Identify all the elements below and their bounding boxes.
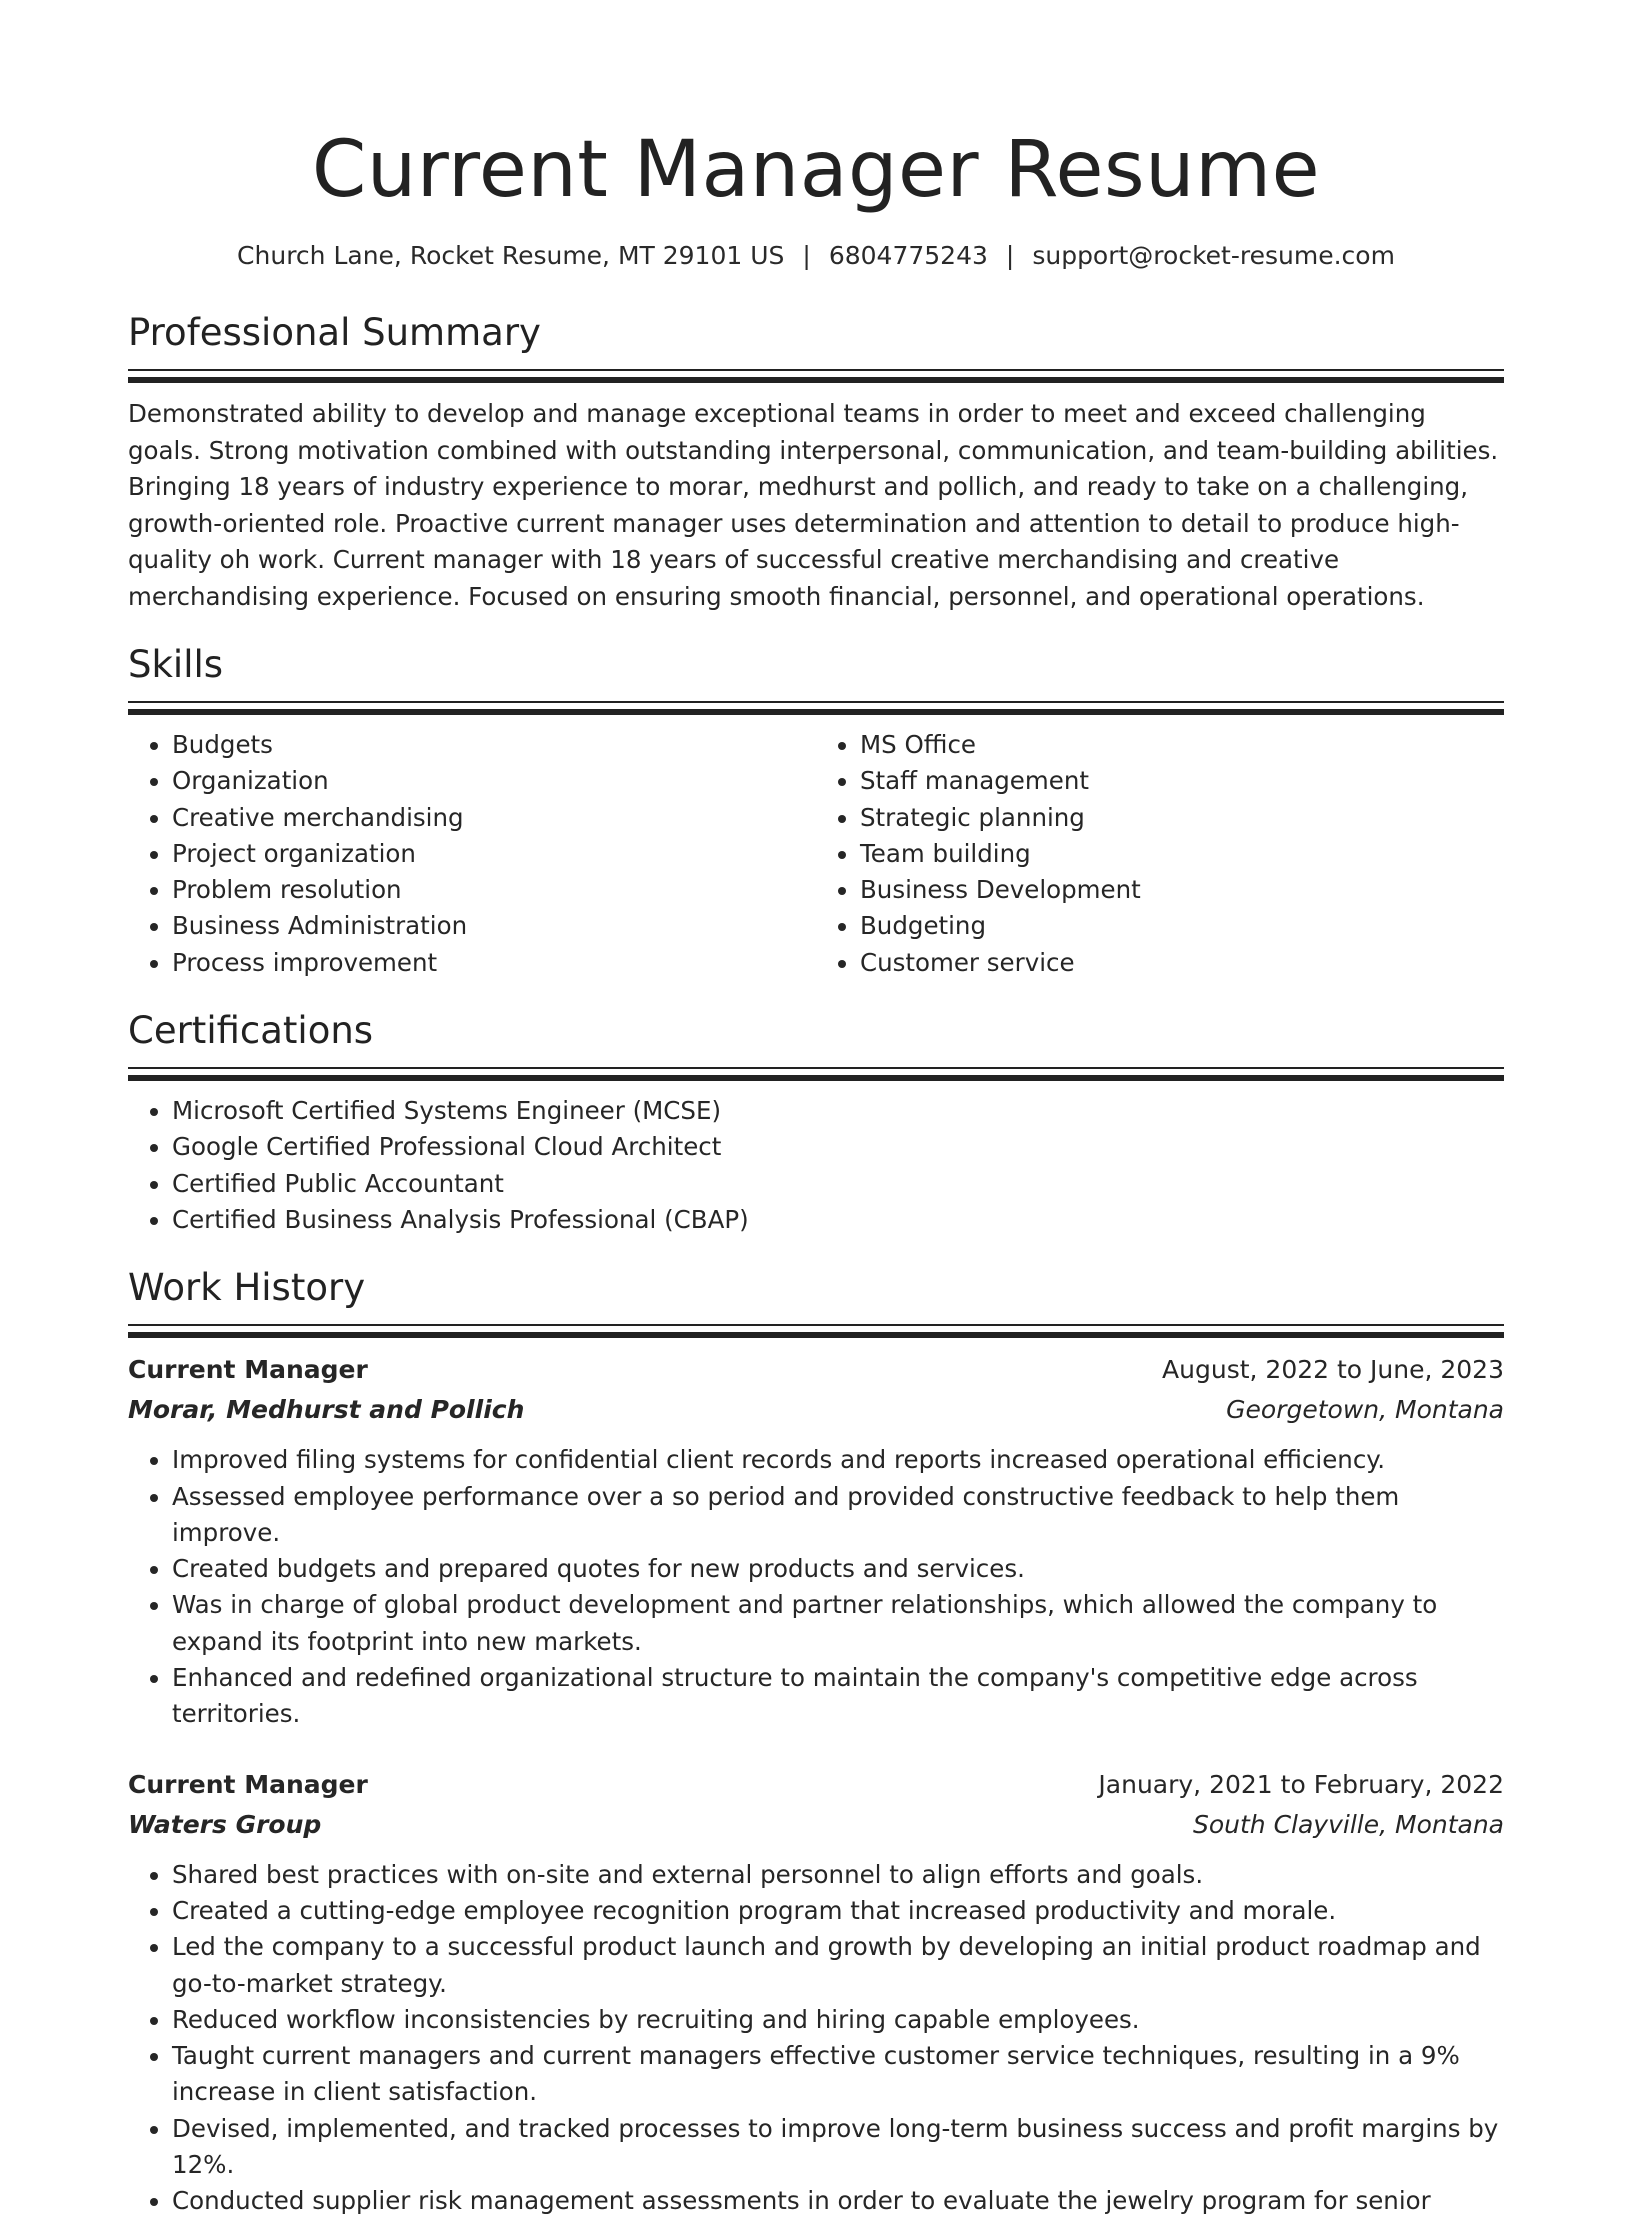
job-bullet: • Devised, implemented, and tracked processes to improve long-term business success and profit margins by 12%. — [172, 2111, 1504, 2184]
contact-separator: | — [802, 241, 811, 270]
contact-phone: 6804775243 — [828, 241, 988, 270]
work-history-section — [128, 1264, 1504, 2219]
job-dates: August, 2022 to June, 2023 — [1162, 1355, 1504, 1385]
job-dates: January, 2021 to February, 2022 — [1098, 1769, 1504, 1799]
contact-line — [128, 238, 1504, 274]
job-bullet: • Improved filing systems for confidential client records and reports increased operational efficiency. — [172, 1442, 1504, 1478]
resume-name: Current Manager Resume — [311, 125, 1321, 215]
skills-columns — [128, 727, 1504, 981]
skill-item: • Problem resolution — [172, 872, 816, 908]
skill-item: • Budgets — [172, 727, 816, 763]
skills-list-left — [128, 727, 816, 981]
certifications-list — [128, 1093, 1504, 1238]
certification-item: • Certified Business Analysis Professional (CBAP) — [172, 1202, 1504, 1238]
job-bullet: • Created budgets and prepared quotes for new products and services. — [172, 1551, 1504, 1587]
contact-separator: | — [1005, 241, 1015, 270]
job-bullet: • Was in charge of global product development and partner relationships, which allowed the company to expand its footprint into new markets. — [172, 1587, 1504, 1660]
job-entry — [128, 1765, 1504, 2220]
section-divider — [128, 1067, 1504, 1081]
job-company: Waters Group — [128, 1809, 322, 1839]
skill-item: • Business Development — [860, 872, 1504, 908]
contact-address: Church Lane, Rocket Resume, MT 29101 US — [237, 241, 785, 270]
skill-item: • Process improvement — [172, 945, 816, 981]
job-bullet: • Conducted supplier risk management assessments in order to evaluate the jewelry program for senior — [172, 2183, 1504, 2219]
job-entry — [128, 1350, 1504, 1732]
job-title: Current Manager — [128, 1769, 368, 1799]
certification-item: • Google Certified Professional Cloud Architect — [172, 1129, 1504, 1165]
job-subheader — [128, 1805, 1504, 1845]
skills-list-right — [816, 727, 1504, 981]
skill-item: • Staff management — [860, 763, 1504, 799]
job-company: Morar, Medhurst and Pollich — [128, 1395, 525, 1425]
job-title: Current Manager — [128, 1355, 368, 1385]
skill-item: • Team building — [860, 836, 1504, 872]
skill-item: • MS Office — [860, 727, 1504, 763]
job-location: South Clayville, Montana — [1192, 1809, 1504, 1839]
section-title-certifications: Certifications — [128, 1009, 374, 1053]
job-bullets — [128, 1857, 1504, 2220]
job-bullet: • Assessed employee performance over a so period and provided constructive feedback to help them improve. — [172, 1479, 1504, 1552]
skill-item: • Customer service — [860, 945, 1504, 981]
certifications-section — [128, 1007, 1504, 1238]
job-subheader — [128, 1390, 1504, 1430]
skill-item: • Strategic planning — [860, 800, 1504, 836]
skill-item: • Business Administration — [172, 908, 816, 944]
skill-item: • Budgeting — [860, 908, 1504, 944]
job-header — [128, 1350, 1504, 1390]
job-bullet: • Taught current managers and current managers effective customer service techniques, resulting in a 9% increase in client satisfaction. — [172, 2038, 1504, 2111]
job-location: Georgetown, Montana — [1226, 1395, 1504, 1425]
skill-item: • Organization — [172, 763, 816, 799]
section-divider — [128, 369, 1504, 383]
skills-section — [128, 641, 1504, 981]
summary-section — [128, 309, 1504, 615]
section-divider — [128, 701, 1504, 715]
job-bullet: • Led the company to a successful product launch and growth by developing an initial product roadmap and go-to-market strategy. — [172, 1929, 1504, 2002]
skill-item: • Project organization — [172, 836, 816, 872]
section-title-summary: Professional Summary — [128, 311, 541, 354]
job-bullet: • Shared best practices with on-site and external personnel to align efforts and goals. — [172, 1857, 1504, 1893]
section-divider — [128, 1324, 1504, 1338]
certification-item: • Microsoft Certified Systems Engineer (MCSE) — [172, 1093, 1504, 1129]
certification-item: • Certified Public Accountant — [172, 1166, 1504, 1202]
job-header — [128, 1765, 1504, 1805]
job-bullet: • Enhanced and redefined organizational structure to maintain the company's competitive edge across territories. — [172, 1660, 1504, 1733]
job-bullets — [128, 1442, 1504, 1732]
section-title-skills: Skills — [128, 643, 224, 686]
contact-email: support@rocket-resume.com — [1032, 241, 1395, 270]
summary-text: Demonstrated ability to develop and manage exceptional teams in order to meet and exceed challenging goals. Strong motivation combined with outstanding interpersonal, communication, and team-building abilities. Bringing 18 years of industry experience to morar, medhurst and pollich, and ready to take on a challenging, growth-oriented role. Proactive current manager uses determination and attention to detail to produce high-quality oh work. Current manager with 18 years of successful creative merchandising and creative merchandising experience. Focused on ensuring smooth financial, personnel, and operational operations. — [128, 399, 1499, 611]
section-title-work-history: Work History — [128, 1266, 366, 1310]
job-bullet: • Created a cutting-edge employee recognition program that increased productivity and morale. — [172, 1893, 1504, 1929]
job-bullet: • Reduced workflow inconsistencies by recruiting and hiring capable employees. — [172, 2002, 1504, 2038]
skill-item: • Creative merchandising — [172, 800, 816, 836]
